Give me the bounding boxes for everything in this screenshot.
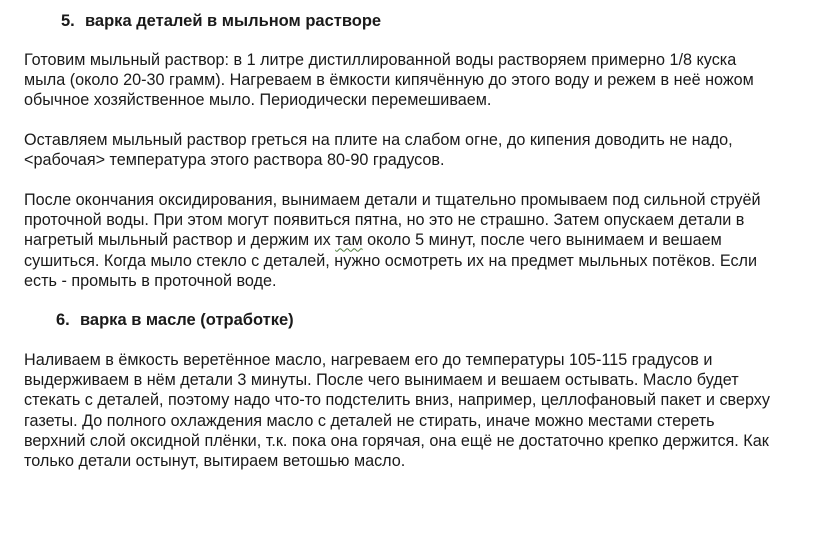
text-line: <рабочая> температура этого раствора 80-90 градусов. [24, 151, 445, 170]
text-line: проточной воды. При этом могут появиться пятна, но это не страшно. Затем опускаем детали в [24, 211, 745, 230]
section-5-paragraph-1 [24, 50, 804, 111]
text-line: стекать с деталей, поэтому надо что-то подстелить вниз, например, целлофановый пакет и сверху [24, 391, 770, 410]
section-5-paragraph-2 [24, 130, 804, 170]
text-line: Оставляем мыльный раствор греться на плите на слабом огне, до кипения доводить не надо, [24, 131, 733, 149]
text-line: выдерживаем в нём детали 3 минуты. После чего вынимаем и вешаем остывать. Масло будет [24, 371, 739, 390]
text-fragment: нагретый мыльный раствор и держим их [24, 231, 336, 250]
text-line: Наливаем в ёмкость веретённое масло, нагреваем его до температуры 105-115 градусов и [24, 351, 713, 369]
text-line: После окончания оксидирования, вынимаем детали и тщательно промываем под сильной струёй [24, 191, 761, 209]
section-6-title: варка в масле (отработке) [80, 311, 294, 329]
section-6-heading [56, 310, 294, 330]
spellcheck-marked-word: там [335, 231, 363, 250]
text-line: мыла (около 20-30 грамм). Нагреваем в ёмкости кипячённую до этого воду и режем в неё ножом [24, 71, 754, 90]
section-6-paragraph-1 [24, 350, 804, 471]
text-line: только детали остынут, вытираем ветошью масло. [24, 452, 406, 471]
text-fragment: около 5 минут, после чего вынимаем и вешаем [362, 231, 722, 250]
text-line: обычное хозяйственное мыло. Периодически перемешиваем. [24, 91, 492, 110]
section-6-number: 6. [56, 311, 70, 329]
section-5-heading [61, 11, 381, 31]
text-line: сушиться. Когда мыло стекло с деталей, нужно осмотреть их на предмет мыльных потёков. Если [24, 251, 758, 270]
text-line: верхний слой оксидной плёнки, т.к. пока она горячая, она ещё не достаточно крепко держится. Как [24, 431, 769, 450]
section-5-number: 5. [61, 12, 75, 30]
text-line: газеты. До полного охлаждения масло с деталей не стирать, иначе можно местами стереть [24, 411, 715, 430]
text-line: Готовим мыльный раствор: в 1 литре дистиллированной воды растворяем примерно 1/8 куска [24, 51, 737, 69]
section-5-paragraph-3 [24, 190, 804, 291]
text-line [24, 230, 804, 250]
text-line: есть - промыть в проточной воде. [24, 271, 277, 290]
section-5-title: варка деталей в мыльном растворе [85, 12, 382, 30]
